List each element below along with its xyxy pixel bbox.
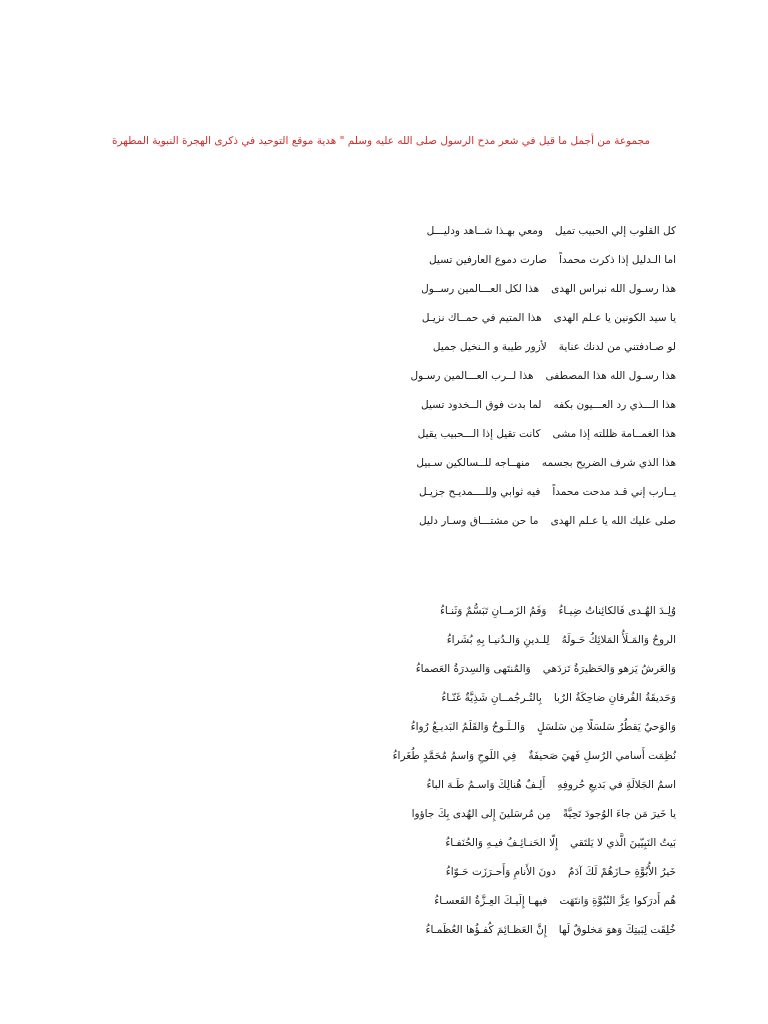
- verse-line: [300, 333, 676, 362]
- verse-second-hemistich: إِنَّ العَظـائِمَ كُفـؤُها العُظَمـاءُ: [425, 924, 547, 936]
- verse-second-hemistich: بِالتُـرجُمــانِ شَذِيَّةٌ غَنّـاءُ: [441, 692, 542, 704]
- page-title: مجموعة من أجمل ما قيل في شعر مدح الرسول صلى الله عليه وسلم " هدية موقع التوحيد في ذكرى الهجرة النبوية المطهرة: [111, 135, 650, 147]
- verse-second-hemistich: كانت تقيل إذا الـــحبيب يقيل: [417, 428, 541, 440]
- verse-line: [300, 771, 676, 800]
- verse-first-hemistich: خَيرُ الأُبُوَّةِ حـازَهُمْ لَكَ آدَمٌ: [567, 866, 676, 878]
- verse-first-hemistich: نُظِمَت أَسامي الرُسلِ فَهيَ صَحيفَةٌ: [528, 750, 676, 762]
- verse-first-hemistich: اسمُ الجَلالَةِ في بَديعِ حُروفِهِ: [557, 779, 676, 791]
- verse-second-hemistich: دونَ الأَنامِ وَأَحـرَزَت حَـوّاءُ: [445, 866, 556, 878]
- verse-line: [300, 684, 676, 713]
- verse-line: [300, 742, 676, 771]
- verse-first-hemistich: يا خَيرَ مَن جاءَ الوُجودَ تَحِيَّةً: [562, 808, 676, 820]
- verse-first-hemistich: هذا الذي شرف الضريح بجسمه: [541, 457, 676, 469]
- verse-first-hemistich: وَالوَحيُ يَقطُرُ سَلسَلًا مِن سَلسَلٍ: [537, 721, 676, 733]
- verse-line: [300, 597, 676, 626]
- verse-first-hemistich: هذا رسـول الله نبراس الهدى: [551, 283, 676, 295]
- verse-first-hemistich: وَحَديقَةُ الفُرقانِ ضاحِكَةُ الرُبا: [553, 692, 676, 704]
- verse-line: [300, 391, 676, 420]
- verse-line: [300, 507, 676, 536]
- verse-second-hemistich: منهــاجه للــسالكين سـبيل: [416, 457, 530, 469]
- verse-second-hemistich: فيهـا إِلَيـكَ العِـزَّةُ القَعسـاءُ: [434, 895, 548, 907]
- verse-line: [300, 420, 676, 449]
- verse-second-hemistich: أَلِـفٌ هُنالِكَ وَاسـمُ طَـهَ الباءُ: [426, 779, 546, 791]
- verse-first-hemistich: هذا رسـول الله هذا المصطفى: [545, 370, 676, 382]
- verse-second-hemistich: صارت دموع العارفين تسيل: [428, 254, 548, 266]
- verse-second-hemistich: لِلـدينِ وَالـدُنيـا بِهِ بُشَراءُ: [446, 634, 550, 646]
- verse-first-hemistich: وَالعَرشُ يَزهو وَالحَظيرَةُ تَزدَهي: [542, 663, 676, 675]
- verse-first-hemistich: خُلِقَت لِبَيتِكَ وَهوَ مَخلوقٌ لَها: [558, 924, 676, 936]
- verse-second-hemistich: هذا لــرب العـــالمين رسـول: [410, 370, 534, 382]
- verse-line: [300, 800, 676, 829]
- verse-second-hemistich: فِي اللَوحِ وَاسمُ مُحَمَّدٍ طُغَراءُ: [392, 750, 517, 762]
- verse-line: [300, 217, 676, 246]
- verse-second-hemistich: لما بدت فوق الــخدود تسيل: [421, 399, 542, 411]
- verse-line: [300, 304, 676, 333]
- verse-first-hemistich: لو صـادفتني من لدنك عناية: [558, 341, 676, 353]
- verse-second-hemistich: مِن مُرسَلينَ إِلى الهُدى بِكَ جاؤوا: [411, 808, 551, 820]
- verse-first-hemistich: وُلِـدَ الهُـدى فَالكائِناتُ ضِيـاءُ: [558, 605, 676, 617]
- verse-second-hemistich: فيه ثوابي وللــــمديـح جزيـل: [418, 486, 541, 498]
- verse-second-hemistich: ومعي بهـذا شــاهد ودليـــل: [426, 225, 543, 237]
- poem-second: [300, 597, 676, 945]
- verse-second-hemistich: وَالمُنتَهى وَالسِدرَةُ العَصماءُ: [415, 663, 531, 675]
- verse-first-hemistich: هذا الغمــامة ظللته إذا مشى: [552, 428, 676, 440]
- verse-second-hemistich: لأزور طيبة و الـنخيل جميل: [432, 341, 547, 353]
- verse-first-hemistich: اما الـدليل إذا ذكرت محمداً: [559, 254, 676, 266]
- verse-first-hemistich: بَيتُ النَبِيّينَ الَّذي لا يَلتَقي: [570, 837, 676, 849]
- verse-line: [300, 449, 676, 478]
- verse-line: [300, 478, 676, 507]
- verse-line: [300, 916, 676, 945]
- verse-first-hemistich: هذا الـــذي رد العـــيون بكفه: [553, 399, 676, 411]
- verse-line: [300, 362, 676, 391]
- verse-first-hemistich: يا سيد الكونين يا عـلم الهدى: [553, 312, 676, 324]
- verse-first-hemistich: صلى عليك الله يا عـلم الهدى: [550, 515, 676, 527]
- verse-line: [300, 275, 676, 304]
- verse-first-hemistich: الروحُ وَالمَـلَأُ المَلائِكُ حَـولَهُ: [561, 634, 676, 646]
- verse-line: [300, 655, 676, 684]
- verse-line: [300, 713, 676, 742]
- verse-second-hemistich: وَالـلَـوحُ وَالقَلَمُ البَديـعُ رُواءُ: [410, 721, 526, 733]
- verse-second-hemistich: وَفَمُ الزَمــانِ تَبَسُّمٌ وَثَنـاءُ: [439, 605, 547, 617]
- verse-first-hemistich: يــارب إني قـد مدحت محمداً: [552, 486, 676, 498]
- verse-line: [300, 858, 676, 887]
- verse-second-hemistich: هذا المتيم في حمــاك نزيـل: [421, 312, 542, 324]
- verse-second-hemistich: هذا لكل العـــالمين رســول: [421, 283, 540, 295]
- verse-line: [300, 246, 676, 275]
- verse-second-hemistich: ما حن مشتـــاق وسـار دليل: [418, 515, 539, 527]
- verse-second-hemistich: إِلّا الحَنـائِـفُ فيـهِ وَالحُنَفـاءُ: [445, 837, 558, 849]
- verse-first-hemistich: هُم أَدرَكوا عِزَّ النُبُوَّةِ وَانتَهَت: [559, 895, 676, 907]
- verse-line: [300, 829, 676, 858]
- poem-first: [300, 217, 676, 536]
- verse-line: [300, 887, 676, 916]
- verse-first-hemistich: كل القلوب إلي الحبيب تميل: [554, 225, 676, 237]
- verse-line: [300, 626, 676, 655]
